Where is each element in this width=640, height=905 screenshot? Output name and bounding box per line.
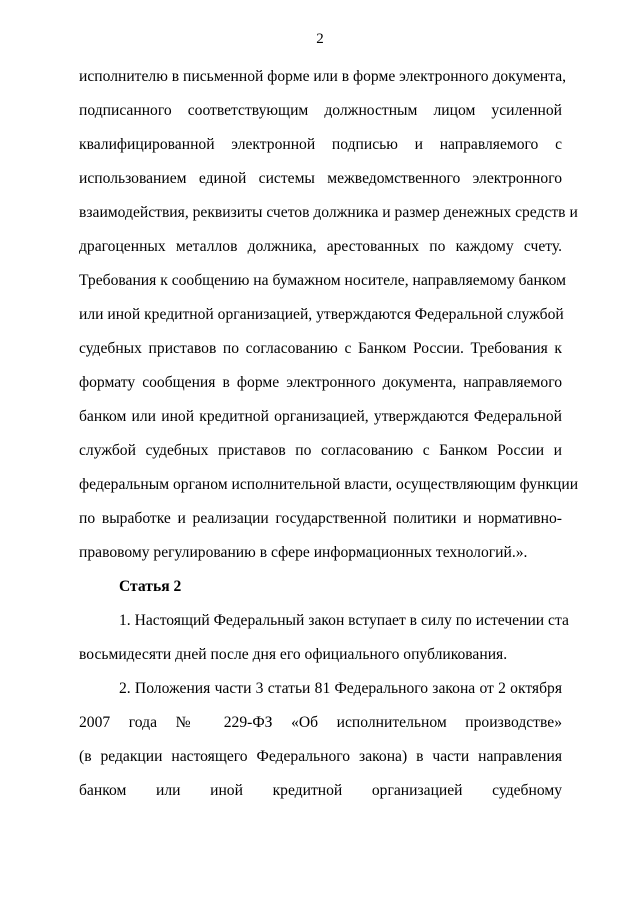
- document-body: [79, 60, 579, 808]
- text-line: Требования к сообщению на бумажном носителе, направляемому банком: [79, 272, 566, 289]
- text-line: формату сообщения в форме электронного документа, направляемого: [79, 374, 562, 391]
- text-line: банком или иной кредитной организацией судебному: [79, 782, 562, 799]
- text-line: 1. Настоящий Федеральный закон вступает в силу по истечении ста: [119, 612, 569, 629]
- text-line: 2007 года № 229-ФЗ «Об исполнительном производстве»: [79, 714, 562, 731]
- text-line: (в редакции настоящего Федерального закона) в части направления: [79, 748, 562, 765]
- text-line: службой судебных приставов по согласованию с Банком России и: [79, 442, 562, 459]
- text-line: восьмидесяти дней после дня его официального опубликования.: [79, 646, 508, 663]
- article-heading: Статья 2: [119, 578, 182, 595]
- text-line: квалифицированной электронной подписью и направляемого с: [79, 136, 562, 153]
- text-line: по выработке и реализации государственной политики и нормативно-: [79, 510, 562, 527]
- text-line: подписанного соответствующим должностным лицом усиленной: [79, 102, 562, 119]
- text-line: правовому регулированию в сфере информационных технологий.».: [79, 544, 528, 561]
- text-line: 2. Положения части 3 статьи 81 Федерального закона от 2 октября: [119, 680, 562, 697]
- page-number: 2: [316, 31, 324, 47]
- text-line: федеральным органом исполнительной власти, осуществляющим функции: [79, 476, 579, 493]
- text-line: драгоценных металлов должника, арестованных по каждому счету.: [79, 238, 562, 255]
- text-line: взаимодействия, реквизиты счетов должника и размер денежных средств и: [79, 204, 578, 221]
- text-line: или иной кредитной организацией, утверждаются Федеральной службой: [79, 306, 564, 323]
- text-line: банком или иной кредитной организацией, утверждаются Федеральной: [79, 408, 562, 425]
- text-line: судебных приставов по согласованию с Банком России. Требования к: [79, 340, 562, 357]
- text-line: исполнителю в письменной форме или в форме электронного документа,: [79, 68, 567, 85]
- text-line: использованием единой системы межведомственного электронного: [79, 170, 562, 187]
